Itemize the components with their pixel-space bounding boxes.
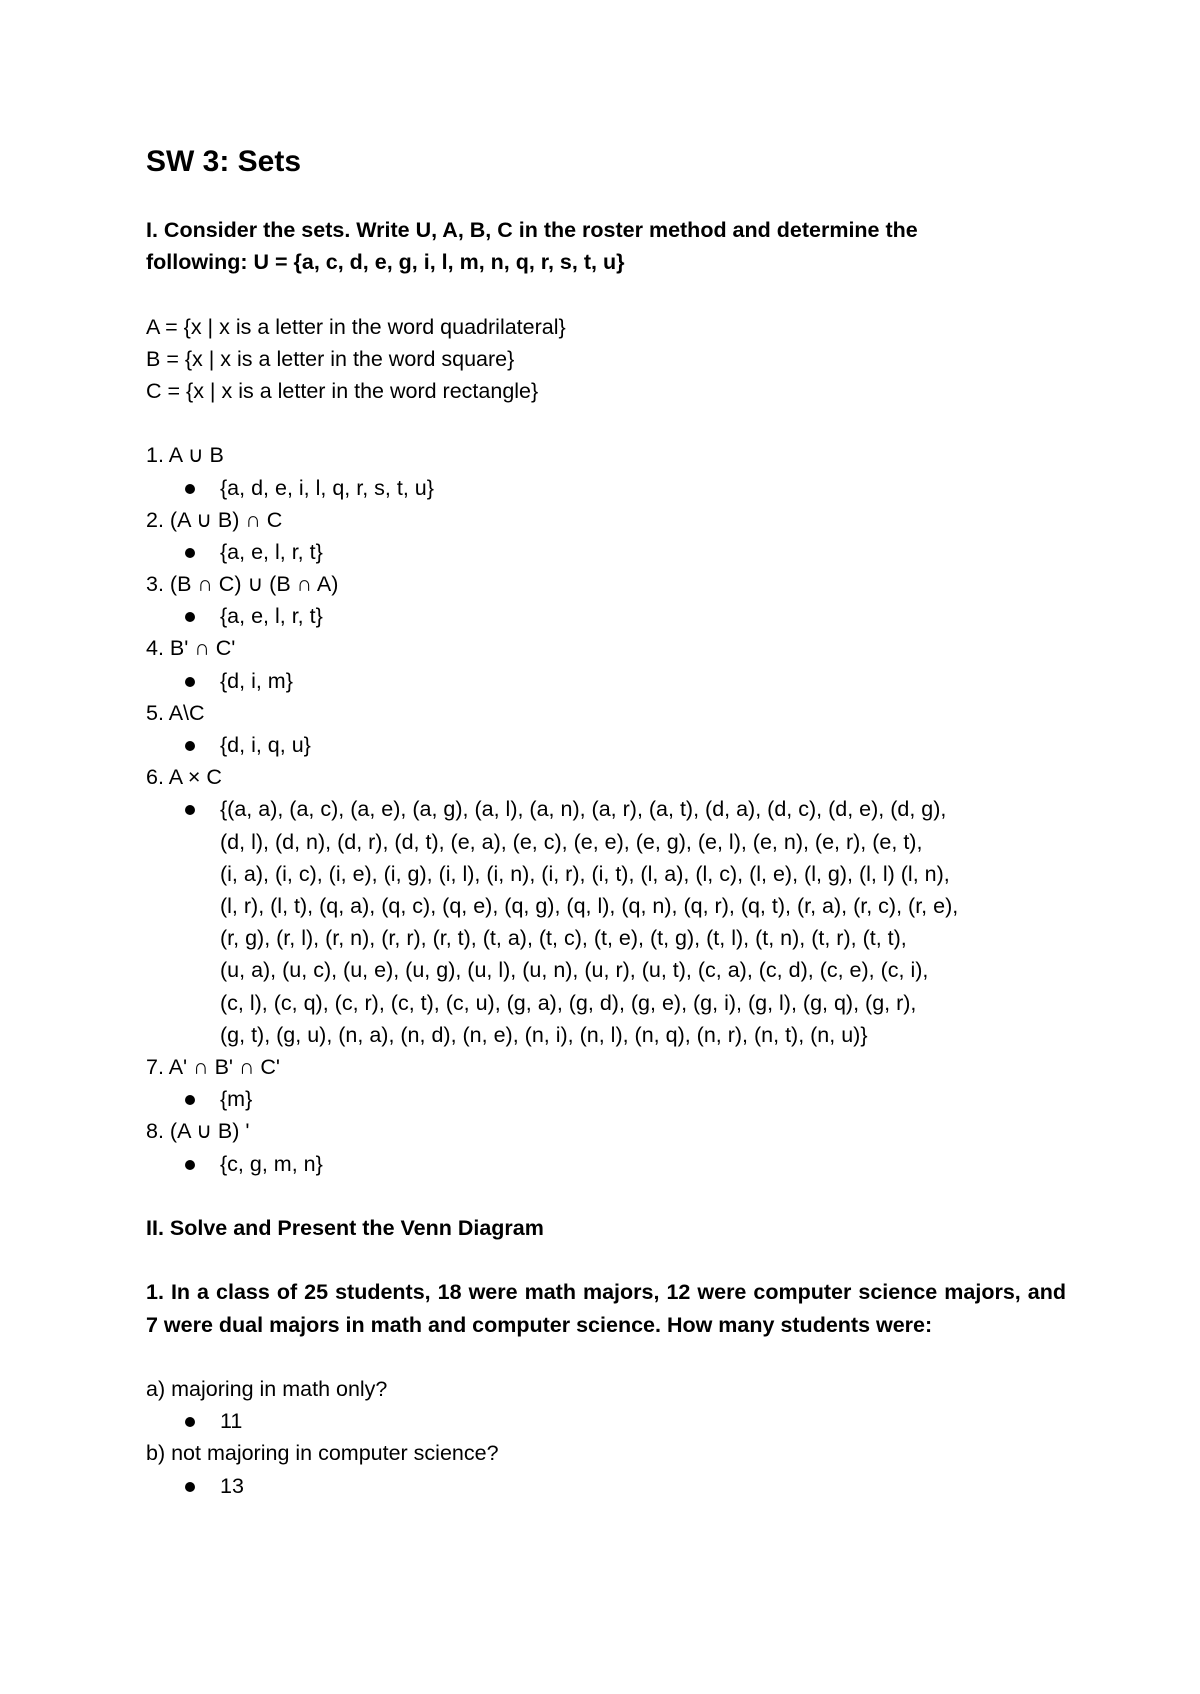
cartesian-line-5: (r, g), (r, l), (r, n), (r, r), (r, t), (t, a), (t, c), (t, e), (t, g), (t, l), (t, n), (t, r), (t, t), <box>220 926 907 951</box>
cartesian-line-6: (u, a), (u, c), (u, e), (u, g), (u, l), (u, n), (u, r), (u, t), (c, a), (c, d), (c, e), (c, i), <box>220 958 929 983</box>
question-8: 8. (A ∪ B) ' <box>146 1119 250 1144</box>
bullet-icon <box>185 612 195 622</box>
cartesian-line-1: {(a, a), (a, c), (a, e), (a, g), (a, l), (a, n), (a, r), (a, t), (d, a), (d, c), (d, e), (d, g), <box>220 797 947 822</box>
subanswer-a: 11 <box>146 1405 1066 1437</box>
question-5: 5. A\C <box>146 700 205 725</box>
set-c-definition: C = {x | x is a letter in the word rectangle} <box>146 378 539 403</box>
set-a-definition: A = {x | x is a letter in the word quadrilateral} <box>146 314 566 339</box>
bullet-icon <box>185 1160 195 1170</box>
answer-8: {c, g, m, n} <box>146 1148 1066 1180</box>
problem-1-text: 1. In a class of 25 students, 18 were math majors, 12 were computer science majors, and 7 were dual majors in math and computer science. How many students were: <box>146 1280 1066 1337</box>
question-7: 7. A' ∩ B' ∩ C' <box>146 1055 281 1080</box>
question-3: 3. (B ∩ C) ∪ (B ∩ A) <box>146 572 339 597</box>
bullet-icon <box>185 484 195 494</box>
bullet-icon <box>185 1095 195 1105</box>
cartesian-line-8: (g, t), (g, u), (n, a), (n, d), (n, e), (n, i), (n, l), (n, q), (n, r), (n, t), (n, u)} <box>220 1022 868 1047</box>
cartesian-line-4: (l, r), (l, t), (q, a), (q, c), (q, e), (q, g), (q, l), (q, n), (q, r), (q, t), (r, a), (r, c), (r, e), <box>220 894 959 919</box>
answer-3: {a, e, l, r, t} <box>146 600 1066 632</box>
part1-heading-line1: I. Consider the sets. Write U, A, B, C in the roster method and determine the <box>146 218 918 242</box>
bullet-icon <box>185 548 195 558</box>
part1-heading-line2: following: U = {a, c, d, e, g, i, l, m, n, q, r, s, t, u} <box>146 250 625 275</box>
part2-heading: II. Solve and Present the Venn Diagram <box>146 1216 544 1241</box>
answer-5: {d, i, q, u} <box>146 729 1066 761</box>
answer-7: {m} <box>146 1083 1066 1115</box>
set-b-definition: B = {x | x is a letter in the word square} <box>146 346 515 371</box>
cartesian-line-7: (c, l), (c, q), (c, r), (c, t), (c, u), (g, a), (g, d), (g, e), (g, i), (g, l), (g, q), (g, r), <box>220 990 917 1015</box>
document-page <box>146 140 1066 1502</box>
question-2: 2. (A ∪ B) ∩ C <box>146 507 283 532</box>
subquestion-b: b) not majoring in computer science? <box>146 1441 499 1466</box>
bullet-icon <box>185 1417 195 1427</box>
question-6: 6. A × C <box>146 765 222 790</box>
subquestion-a: a) majoring in math only? <box>146 1377 388 1402</box>
cartesian-line-3: (i, a), (i, c), (i, e), (i, g), (i, l), (i, n), (i, r), (i, t), (l, a), (l, c), (l, e), (l, g), (l, l) (l, n), <box>220 861 950 886</box>
question-1: 1. A ∪ B <box>146 443 224 468</box>
answer-4: {d, i, m} <box>146 665 1066 697</box>
page-title: SW 3: Sets <box>146 145 302 178</box>
bullet-icon <box>185 1482 195 1492</box>
question-4: 4. B' ∩ C' <box>146 636 236 661</box>
subanswer-b: 13 <box>146 1470 1066 1502</box>
answer-1: {a, d, e, i, l, q, r, s, t, u} <box>146 472 1066 504</box>
answer-6 <box>146 793 1066 1051</box>
bullet-icon <box>185 805 195 815</box>
cartesian-line-2: (d, l), (d, n), (d, r), (d, t), (e, a), (e, c), (e, e), (e, g), (e, l), (e, n), (e, r), (e, t), <box>220 829 923 854</box>
bullet-icon <box>185 677 195 687</box>
bullet-icon <box>185 741 195 751</box>
answer-2: {a, e, l, r, t} <box>146 536 1066 568</box>
